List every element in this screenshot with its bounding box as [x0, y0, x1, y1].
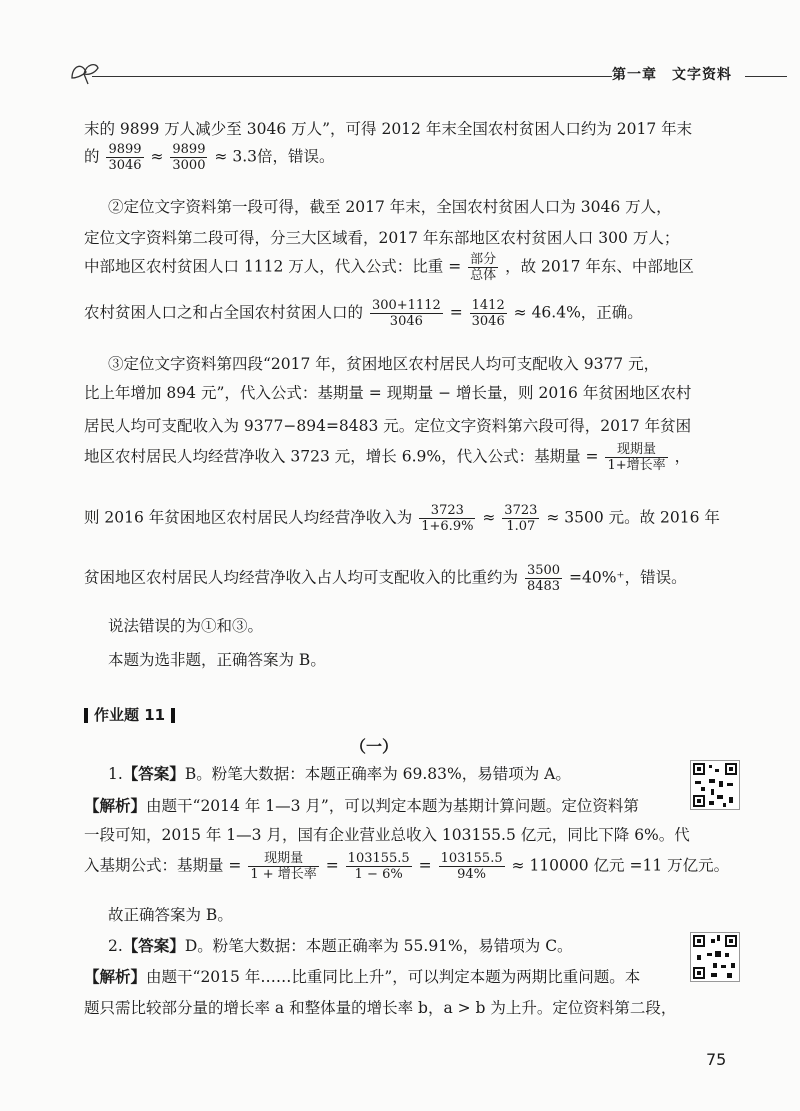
text-line: 中部地区农村贫困人口 1112 万人，代入公式：比重 = $\frac{\text{部分}}{\text{总体}}$ ，故 2017 年东、中部地区 [84, 252, 694, 283]
qr-code-icon[interactable] [690, 760, 740, 810]
fraction: $\frac{3723}{1+6.9\%}$ [421, 503, 474, 534]
text-line: 比上年增加 894 元”，代入公式：基期量 = 现期量 − 增长量，则 2016 年贫困地区农村 [84, 384, 692, 402]
fraction: $\frac{\text{现期量}}{\text{1 + 增长率}}$ [250, 851, 317, 882]
text-line: 说法错误的为①和③。 [108, 617, 264, 635]
text-line: 【解析】由题干“2014 年 1—3 月”，可以判定本题为基期计算问题。定位资料第 [84, 796, 639, 815]
text-line: ②定位文字资料第一段可得，截至 2017 年末，全国农村贫困人口为 3046 万人， [108, 198, 672, 216]
answer-line: 1.【答案】B。粉笔大数据：本题正确率为 69.83%，易错项为 A。 [108, 764, 571, 783]
page-number: 75 [706, 1050, 727, 1069]
qr-code-icon[interactable] [690, 932, 740, 982]
text-line: 末的 9899 万人减少至 3046 万人”，可得 2012 年末全国农村贫困人口约为 2017 年末 [84, 120, 693, 138]
header-rule-right [745, 76, 787, 77]
fraction: $\frac{9899}{3000}$ [172, 142, 206, 173]
text-line: 【解析】由题干“2015 年……比重同比上升”，可以判定本题为两期比重问题。本 [84, 967, 641, 986]
fraction: $\frac{\text{现期量}}{\text{1+增长率}}$ [607, 442, 666, 473]
fraction: $\frac{3723}{1.07}$ [504, 503, 538, 534]
text-line: 定位文字资料第二段可得，分三大区域看，2017 年东部地区农村贫困人口 300 万人； [84, 229, 680, 247]
fraction: $\frac{9899}{3046}$ [108, 142, 142, 173]
homework-title: 作业题 11 [84, 704, 175, 725]
text-line: 一段可知，2015 年 1—3 月，国有企业营业总收入 103155.5 亿元，同比下降 6%。代 [84, 826, 690, 844]
fraction: $\frac{3500}{8483}$ [526, 563, 561, 594]
text-line: 则 2016 年贫困地区农村居民人均经营净收入为 $\frac{3723}{1+6.9\%}$ ≈ $\frac{3723}{1.07}$ ≈ 3500 元。故 2016 年 [84, 503, 720, 534]
text-line: 本题为选非题，正确答案为 B。 [108, 651, 326, 669]
answer-line: 2.【答案】D。粉笔大数据：本题正确率为 55.91%，易错项为 C。 [108, 936, 573, 955]
text-line: 贫困地区农村居民人均经营净收入占人均可支配收入的比重约为 $\frac{3500}{8483}$ =40%⁺，错误。 [84, 563, 687, 594]
fraction: $\frac{1412}{3046}$ [471, 298, 505, 329]
text-line: ③定位文字资料第四段“2017 年，贫困地区农村居民人均可支配收入 9377 元， [108, 355, 660, 373]
leaf-icon [68, 58, 102, 86]
text-line: 入基期公式：基期量 = $\frac{\text{现期量}}{\text{1 + 增长率}}$ = $\frac{103155.5}{1 - 6\%}$ = $\frac{103155.5}{94\%}$ ≈ 110000 亿元 =11 万亿元。 [84, 851, 730, 882]
chapter-title: 第一章 文字资料 [612, 67, 732, 83]
title-bar-right [171, 708, 175, 723]
fraction: $\frac{\text{部分}}{\text{总体}}$ [470, 252, 497, 283]
text-line: 题只需比较部分量的增长率 a 和整体量的增长率 b，a > b 为上升。定位资料第二段， [84, 999, 677, 1017]
text-line: 地区农村居民人均经营净收入 3723 元，增长 6.9%，代入公式：基期量 = $\frac{\text{现期量}}{\text{1+增长率}}$ ， [84, 442, 691, 473]
text-line: 的 $\frac{9899}{3046}$ ≈ $\frac{9899}{3000}$ ≈ 3.3倍，错误。 [84, 142, 335, 173]
text-line: 居民人均可支配收入为 9377−894=8483 元。定位文字资料第六段可得，2017 年贫困 [84, 417, 692, 435]
title-bar-left [84, 708, 88, 723]
section-heading: （一） [350, 737, 399, 756]
text-line: 农村贫困人口之和占全国农村贫困人口的 $\frac{300+1112}{3046}$ = $\frac{1412}{3046}$ ≈ 46.4%，正确。 [84, 298, 643, 329]
fraction: $\frac{103155.5}{1 - 6\%}$ [347, 851, 410, 882]
text-line: 故正确答案为 B。 [108, 906, 233, 924]
fraction: $\frac{103155.5}{94\%}$ [440, 851, 503, 882]
header-rule [92, 76, 612, 77]
fraction: $\frac{300+1112}{3046}$ [371, 298, 441, 329]
